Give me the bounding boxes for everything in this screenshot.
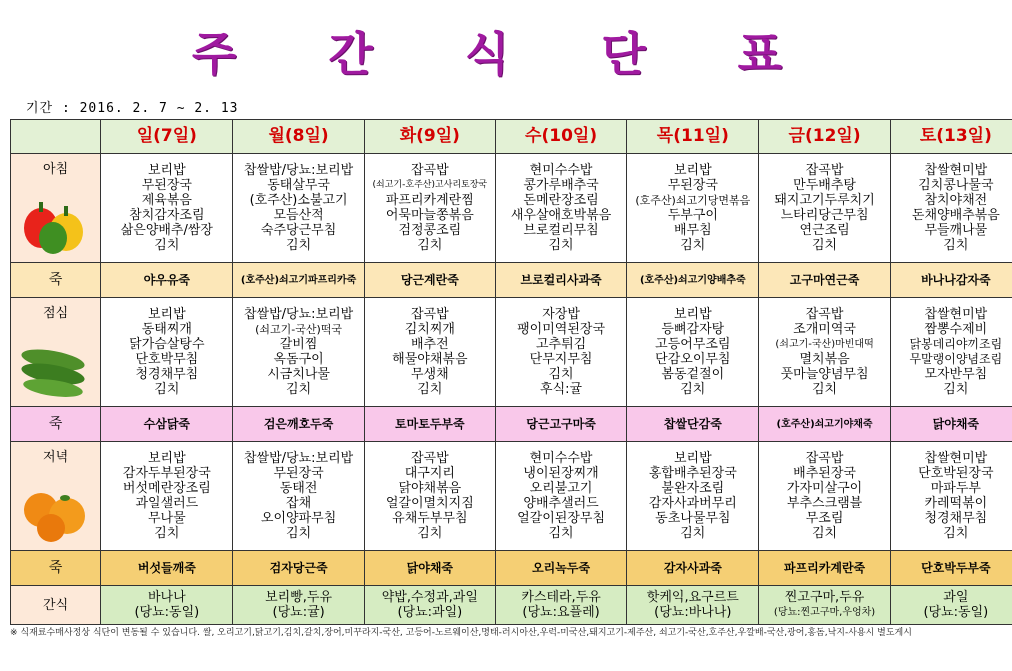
weekly-menu-table — [10, 119, 1012, 625]
menu-item: 잡곡밥 — [410, 307, 449, 322]
menu-item: 동태전 — [279, 481, 318, 496]
menu-item: 찹쌀현미밥 — [924, 307, 988, 322]
menu-item: 새우살애호박볶음 — [510, 208, 612, 223]
menu-item: (쇠고기-국산)떡국 — [255, 323, 343, 336]
menu-item: 버섯메란장조림 — [122, 481, 211, 496]
lunch-cell-sat — [890, 298, 1012, 407]
menu-item: 브로컬리무침 — [523, 223, 599, 238]
menu-item: 배추된장국 — [793, 466, 856, 481]
menu-item: 오리불고기 — [529, 481, 593, 496]
snack-cell — [759, 586, 890, 625]
snack-item: 카스테라,두유 — [521, 590, 601, 605]
lunch-cell-sun — [101, 298, 233, 407]
menu-item: 동초나물무침 — [655, 511, 731, 526]
lunch-label-text: 점심 — [43, 306, 69, 321]
dinner-cell-tue — [364, 442, 495, 551]
menu-item: 김치 — [548, 367, 574, 382]
porridge-cell: 닭야채죽 — [364, 551, 495, 586]
menu-item: 어묵마늘쫑볶음 — [385, 208, 474, 223]
menu-item: 얼갈이된장무침 — [517, 511, 606, 526]
menu-item: 단호박된장국 — [918, 466, 994, 481]
menu-item: 파프리카계란찜 — [385, 193, 474, 208]
menu-item: 대구지리 — [404, 466, 455, 481]
porridge-cell: 검은깨호두죽 — [233, 407, 364, 442]
menu-item: 삶은양배추/쌈장 — [120, 223, 213, 238]
lunch-row — [11, 298, 1012, 407]
porridge-cell: 야우유죽 — [101, 263, 233, 298]
snack-item: 보리빵,두유 — [265, 590, 333, 605]
menu-item: 김치 — [286, 382, 312, 397]
menu-item: 동태살무국 — [267, 178, 330, 193]
menu-item: 오이양파무침 — [260, 511, 337, 526]
menu-item: 콩가루배추국 — [523, 178, 599, 193]
menu-item: 찹쌀현미밥 — [924, 451, 988, 466]
menu-item: 풋마늘양념무침 — [780, 367, 869, 382]
snack-cell — [364, 586, 495, 625]
menu-item: (쇠고기-호주산)고사리토장국 — [372, 180, 488, 190]
menu-item: 김치 — [812, 238, 838, 253]
menu-item: 단감오이무침 — [655, 352, 731, 367]
menu-item: 닭가슴살탕수 — [129, 337, 205, 352]
bell-pepper-icon — [19, 194, 89, 256]
porridge-cell: 버섯들깨죽 — [101, 551, 233, 586]
menu-item: 자장밥 — [542, 307, 580, 322]
menu-item: 카레떡볶이 — [924, 496, 988, 511]
menu-item: 닭봉데리야끼조림 — [909, 337, 1003, 351]
menu-item: (호주산)소불고기 — [249, 193, 348, 208]
lunch-cell-wed — [495, 298, 626, 407]
menu-item: 후식:귤 — [540, 382, 583, 397]
porridge-cell: 브로컬리사과죽 — [495, 263, 626, 298]
menu-item: 김치 — [154, 238, 180, 253]
menu-item: 냉이된장찌개 — [523, 466, 599, 481]
menu-item: 무된장국 — [667, 178, 718, 193]
page-title: 주 간 식 단 표 — [191, 27, 821, 81]
header-corner — [11, 120, 101, 154]
menu-item: 김치찌개 — [404, 322, 455, 337]
menu-item: 고등어무조림 — [655, 337, 731, 352]
porridge-cell: (호주산)쇠고기양배추죽 — [627, 263, 759, 298]
porridge-cell: (호주산)쇠고기파프리카죽 — [233, 263, 364, 298]
day-header: 일(7일) — [101, 120, 233, 154]
menu-item: 무조림 — [805, 511, 844, 526]
menu-item: 보리밥 — [148, 307, 186, 322]
lunch-cell-thu — [627, 298, 759, 407]
menu-item: 청경채무침 — [924, 511, 988, 526]
porridge-row-lunch — [11, 407, 1012, 442]
porridge-cell: 찹쌀단감죽 — [627, 407, 759, 442]
period-text: 기간 : 2016. 2. 7 ~ 2. 13 — [26, 101, 239, 116]
menu-item: 무들깨나물 — [924, 223, 988, 238]
breakfast-cell-thu — [627, 154, 759, 263]
porridge-cell: 당근계란죽 — [364, 263, 495, 298]
menu-item: 무생채 — [410, 367, 449, 382]
menu-item: 멸치볶음 — [799, 352, 850, 367]
menu-item: 김치 — [417, 382, 443, 397]
menu-item: 마파두부 — [930, 481, 981, 496]
lunch-cell-fri — [759, 298, 890, 407]
dinner-cell-sat — [890, 442, 1012, 551]
dinner-label-text: 저녁 — [43, 450, 69, 465]
menu-item: 김치 — [943, 382, 969, 397]
porridge-label: 죽 — [11, 263, 101, 298]
snack-item: 핫케익,요구르트 — [646, 590, 739, 605]
menu-item: 보리밥 — [673, 451, 712, 466]
menu-item: 시금치나물 — [267, 367, 330, 382]
snack-cell — [890, 586, 1012, 625]
porridge-cell: 바나나감자죽 — [890, 263, 1012, 298]
day-header: 화(9일) — [364, 120, 495, 154]
snack-item: (당뇨:바나나) — [654, 605, 732, 620]
menu-item: 모듬산적 — [273, 208, 324, 223]
menu-item: 돼지고기두루치기 — [774, 193, 875, 208]
menu-item: 부추스크램블 — [786, 496, 863, 511]
menu-item: 김치 — [680, 238, 706, 253]
porridge-cell: 닭야채죽 — [890, 407, 1012, 442]
menu-item: 찹쌀밥/당뇨:보리밥 — [243, 451, 354, 466]
menu-item: 얼갈이멸치지짐 — [385, 496, 474, 511]
menu-item: 잡채 — [286, 496, 312, 511]
menu-item: 배무침 — [673, 223, 712, 238]
day-header: 금(12일) — [759, 120, 890, 154]
menu-item: 홍합배추된장국 — [648, 466, 737, 481]
breakfast-cell-sun — [101, 154, 233, 263]
menu-item: (호주산)쇠고기당면볶음 — [635, 194, 751, 207]
menu-item: 현미수수밥 — [529, 451, 593, 466]
menu-item: 찹쌀현미밥 — [924, 163, 988, 178]
porridge-row-dinner — [11, 551, 1012, 586]
menu-item: 제육볶음 — [141, 193, 192, 208]
menu-item: 보리밥 — [148, 163, 186, 178]
snack-item: (당뇨:요플레) — [522, 605, 600, 620]
porridge-cell: 감자사과죽 — [627, 551, 759, 586]
menu-item: 김치 — [417, 238, 443, 253]
menu-item: 찹쌀밥/당뇨:보리밥 — [243, 307, 354, 322]
menu-item: 팽이미역된장국 — [517, 322, 606, 337]
menu-item: 갈비찜 — [279, 337, 318, 352]
porridge-cell: (호주산)쇠고기야채죽 — [759, 407, 890, 442]
menu-item: 무말랭이양념조림 — [909, 352, 1003, 366]
dinner-row — [11, 442, 1012, 551]
dinner-cell-fri — [759, 442, 890, 551]
snack-item: (당뇨:과일) — [397, 605, 463, 620]
porridge-cell: 토마토두부죽 — [364, 407, 495, 442]
breakfast-cell-fri — [759, 154, 890, 263]
snack-item: (당뇨:귤) — [272, 605, 325, 620]
menu-item: 현미수수밥 — [529, 163, 593, 178]
menu-item: 김치 — [417, 526, 443, 541]
porridge-cell: 검자당근죽 — [233, 551, 364, 586]
snack-item: 찐고구마,두유 — [784, 590, 865, 605]
dinner-cell-mon — [233, 442, 364, 551]
menu-item: 만두배추탕 — [793, 178, 856, 193]
menu-item: 돈메란장조림 — [523, 193, 599, 208]
menu-item: 김치 — [154, 382, 180, 397]
menu-item: 모자반무침 — [924, 367, 988, 382]
menu-item: 잡곡밥 — [805, 451, 844, 466]
menu-item: 김치 — [286, 526, 312, 541]
menu-item: 감자사과버무리 — [648, 496, 737, 511]
menu-item: 동태찌개 — [141, 322, 192, 337]
breakfast-cell-wed — [495, 154, 626, 263]
snack-item: (당뇨:동일) — [923, 605, 989, 620]
porridge-cell: 수삼닭죽 — [101, 407, 233, 442]
footnote: ※ 식재료수매사정상 식단이 변동될 수 있습니다. 쌀, 오리고기,닭고기,김치,갈치,장어,미꾸라지-국산, 고등어-노르웨이산,명태-러시아산,우럭-미국산,돼지고기-제주산, 쇠고기-국산,호주산,우깔배-국산,광어,홍돔,낙지-사용시 별도게시 — [10, 628, 912, 638]
snack-row — [11, 586, 1012, 625]
porridge-cell: 오리녹두죽 — [495, 551, 626, 586]
menu-item: 김치 — [943, 238, 969, 253]
menu-item: 보리밥 — [148, 451, 186, 466]
day-header: 목(11일) — [627, 120, 759, 154]
orange-icon — [19, 482, 89, 544]
day-header: 수(10일) — [495, 120, 626, 154]
lunch-cell-tue — [364, 298, 495, 407]
menu-item: 보리밥 — [673, 163, 712, 178]
menu-item: 김치 — [812, 382, 838, 397]
porridge-label: 죽 — [11, 407, 101, 442]
menu-item: 김치콩나물국 — [918, 178, 994, 193]
porridge-label: 죽 — [11, 551, 101, 586]
porridge-cell: 고구마연근죽 — [759, 263, 890, 298]
menu-item: 양배추샐러드 — [523, 496, 599, 511]
dinner-cell-thu — [627, 442, 759, 551]
dinner-cell-sun — [101, 442, 233, 551]
snack-item: 과일 — [943, 590, 969, 605]
cucumber-icon — [19, 338, 89, 398]
menu-item: 돈채양배추볶음 — [911, 208, 1000, 223]
menu-item: 김치 — [548, 526, 574, 541]
dinner-label — [11, 442, 101, 551]
snack-cell — [233, 586, 364, 625]
menu-item: 무된장국 — [141, 178, 192, 193]
menu-item: 등뼈감자탕 — [661, 322, 725, 337]
menu-item: 조개미역국 — [793, 322, 856, 337]
day-header: 월(8일) — [233, 120, 364, 154]
day-header-row — [11, 120, 1012, 154]
menu-item: 봄동겉절이 — [661, 367, 725, 382]
breakfast-cell-mon — [233, 154, 364, 263]
menu-item: 검정콩조림 — [398, 223, 462, 238]
menu-item: 감자두부된장국 — [122, 466, 211, 481]
menu-item: 잡곡밥 — [410, 163, 449, 178]
menu-item: 김치 — [680, 526, 706, 541]
menu-item: 과일샐러드 — [135, 496, 199, 511]
breakfast-cell-sat — [890, 154, 1012, 263]
menu-item: 유채두부무침 — [392, 511, 468, 526]
menu-item: 숙주당근무침 — [260, 223, 337, 238]
breakfast-label-text: 아침 — [43, 162, 69, 177]
snack-item: (당뇨:동일) — [134, 605, 200, 620]
snack-cell — [101, 586, 233, 625]
menu-item: 무나물 — [148, 511, 186, 526]
menu-item: 김치 — [680, 382, 706, 397]
menu-item: 김치 — [812, 526, 838, 541]
menu-item: 고추튀김 — [535, 337, 587, 352]
menu-item: 김치 — [548, 238, 574, 253]
day-header: 토(13일) — [890, 120, 1012, 154]
porridge-cell: 파프리카계란죽 — [759, 551, 890, 586]
menu-item: 단호박무침 — [135, 352, 199, 367]
menu-item: 참치감자조림 — [129, 208, 205, 223]
porridge-row-morning — [11, 263, 1012, 298]
snack-cell — [495, 586, 626, 625]
menu-item: 옥돔구이 — [273, 352, 324, 367]
porridge-cell: 단호박두부죽 — [890, 551, 1012, 586]
menu-item: 잡곡밥 — [410, 451, 449, 466]
menu-item: 닭야채볶음 — [398, 481, 462, 496]
dinner-cell-wed — [495, 442, 626, 551]
menu-item: 잡곡밥 — [805, 163, 844, 178]
menu-item: 김치 — [286, 238, 312, 253]
lunch-label — [11, 298, 101, 407]
menu-item: 배추전 — [410, 337, 449, 352]
menu-item: (쇠고기-국산)마빈대떡 — [775, 339, 874, 350]
snack-label: 간식 — [11, 586, 101, 625]
menu-item: 김치 — [154, 526, 180, 541]
breakfast-label — [11, 154, 101, 263]
menu-item: 참치야채전 — [924, 193, 988, 208]
snack-cell — [627, 586, 759, 625]
menu-item: 느타리당근무침 — [780, 208, 869, 223]
menu-item: 짬뽕수제비 — [924, 322, 988, 337]
menu-item: 찹쌀밥/당뇨:보리밥 — [243, 163, 354, 178]
snack-item: (당뇨:찐고구마,우엉차) — [773, 607, 876, 618]
menu-item: 청경채무침 — [135, 367, 199, 382]
menu-item: 김치 — [943, 526, 969, 541]
breakfast-cell-tue — [364, 154, 495, 263]
snack-item: 약밥,수정과,과일 — [381, 590, 478, 605]
menu-item: 단무지무침 — [529, 352, 593, 367]
lunch-cell-mon — [233, 298, 364, 407]
menu-item: 불완자조림 — [661, 481, 725, 496]
menu-item: 두부구이 — [667, 208, 718, 223]
menu-item: 보리밥 — [673, 307, 712, 322]
menu-item: 가자미살구이 — [786, 481, 863, 496]
porridge-cell: 당근고구마죽 — [495, 407, 626, 442]
snack-item: 바나나 — [148, 590, 186, 605]
menu-item: 무된장국 — [273, 466, 324, 481]
breakfast-row — [11, 154, 1012, 263]
menu-item: 연근조림 — [799, 223, 850, 238]
menu-item: 해물야채볶음 — [392, 352, 468, 367]
menu-item: 잡곡밥 — [805, 307, 844, 322]
